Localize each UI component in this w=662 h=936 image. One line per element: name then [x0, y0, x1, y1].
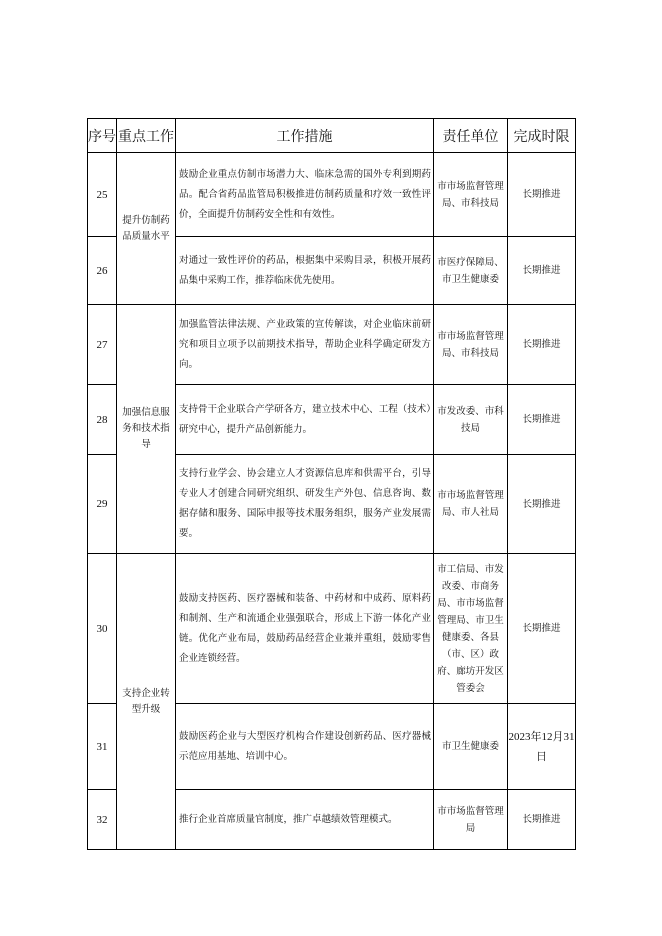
measure-cell: 加强监管法律法规、产业政策的宣传解读，对企业临床前研究和项目立项予以前期技术指导，帮助企业科学确定研发方向。	[176, 305, 434, 385]
responsible-cell: 市卫生健康委	[434, 704, 508, 790]
header-responsible: 责任单位	[434, 119, 508, 153]
responsible-cell: 市工信局、市发改委、市商务局、市市场监督管理局、市卫生健康委、各县（市、区）政府、廊坊开发区管委会	[434, 554, 508, 704]
header-key-work: 重点工作	[117, 119, 176, 153]
responsible-cell: 市医疗保障局、市卫生健康委	[434, 237, 508, 305]
key-work-cell: 加强信息服务和技术指导	[117, 305, 176, 554]
responsible-cell: 市市场监督管理局	[434, 790, 508, 850]
row-seq: 28	[88, 385, 117, 455]
row-seq: 31	[88, 704, 117, 790]
key-work-cell: 提升仿制药品质量水平	[117, 153, 176, 305]
measure-cell: 支持骨干企业联合产学研各方，建立技术中心、工程（技术）研究中心，提升产品创新能力。	[176, 385, 434, 455]
deadline-cell: 2023年12月31日	[508, 704, 576, 790]
row-seq: 27	[88, 305, 117, 385]
header-measures: 工作措施	[176, 119, 434, 153]
measure-cell: 鼓励医药企业与大型医疗机构合作建设创新药品、医疗器械示范应用基地、培训中心。	[176, 704, 434, 790]
row-seq: 29	[88, 455, 117, 554]
deadline-cell: 长期推进	[508, 385, 576, 455]
responsible-cell: 市市场监督管理局、市科技局	[434, 305, 508, 385]
key-work-cell: 支持企业转型升级	[117, 554, 176, 850]
measure-cell: 对通过一致性评价的药品，根据集中采购目录，积极开展药品集中采购工作，推荐临床优先使用。	[176, 237, 434, 305]
measure-cell: 鼓励支持医药、医疗器械和装备、中药材和中成药、原料药和制剂、生产和流通企业强强联合，形成上下游一体化产业链。优化产业布局，鼓励药品经营企业兼并重组，鼓励零售企业连锁经营。	[176, 554, 434, 704]
responsible-cell: 市发改委、市科技局	[434, 385, 508, 455]
header-seq: 序号	[88, 119, 117, 153]
header-row	[88, 119, 576, 153]
row-seq: 25	[88, 153, 117, 237]
table-row	[88, 305, 576, 385]
deadline-cell: 长期推进	[508, 790, 576, 850]
header-deadline: 完成时限	[508, 119, 576, 153]
deadline-cell: 长期推进	[508, 455, 576, 554]
deadline-cell: 长期推进	[508, 237, 576, 305]
measure-cell: 支持行业学会、协会建立人才资源信息库和供需平台，引导专业人才创建合同研究组织、研发生产外包、信息咨询、数据存储和服务、国际申报等技术服务组织，服务产业发展需要。	[176, 455, 434, 554]
deadline-cell: 长期推进	[508, 305, 576, 385]
deadline-cell: 长期推进	[508, 554, 576, 704]
responsible-cell: 市市场监督管理局、市人社局	[434, 455, 508, 554]
row-seq: 26	[88, 237, 117, 305]
responsible-cell: 市市场监督管理局、市科技局	[434, 153, 508, 237]
measure-cell: 推行企业首席质量官制度，推广卓越绩效管理模式。	[176, 790, 434, 850]
measure-cell: 鼓励企业重点仿制市场潜力大、临床急需的国外专利到期药品。配合省药品监管局积极推进仿制药质量和疗效一致性评价，全面提升仿制药安全性和有效性。	[176, 153, 434, 237]
measures-table	[87, 118, 576, 850]
table-row	[88, 153, 576, 237]
row-seq: 30	[88, 554, 117, 704]
table-row	[88, 554, 576, 704]
row-seq: 32	[88, 790, 117, 850]
deadline-cell: 长期推进	[508, 153, 576, 237]
